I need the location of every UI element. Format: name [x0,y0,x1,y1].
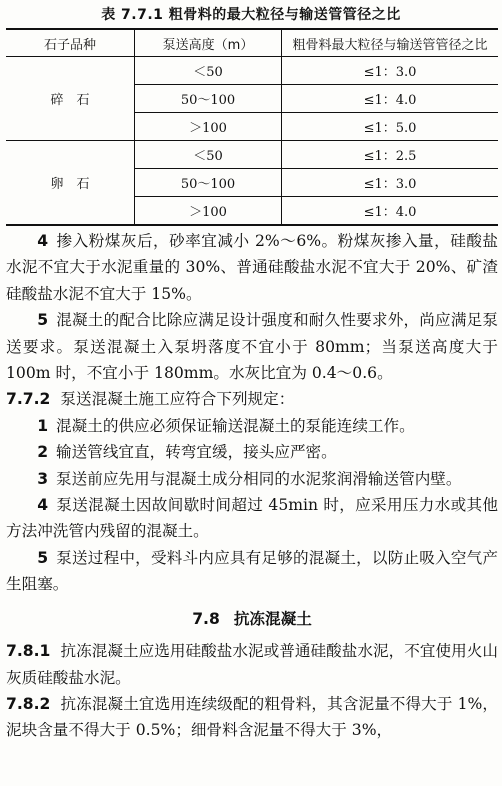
ratio-cell: ≤1：3.0 [282,57,499,85]
header-stone-type: 石子品种 [6,29,135,57]
section-heading-title: 抗冻混凝土 [233,609,312,628]
paragraph [6,228,498,307]
body-text [6,228,498,744]
paragraph-number: 5 [37,311,49,330]
paragraph [6,307,498,386]
aggregate-ratio-table [6,28,498,226]
item-text: 泵送过程中，受料斗内应具有足够的混凝土，以防止吸入空气产生阻塞。 [6,548,498,594]
table-title: 表 7.7.1 粗骨料的最大粒径与输送管管径之比 [101,7,401,23]
list-item [6,466,498,492]
pump-height-cell: 50～100 [135,85,282,113]
paragraph-text: 混凝土的配合比除应满足设计强度和耐久性要求外，尚应满足泵送要求。泵送混凝土入泵坍落度不宜小于 80mm；当泵送高度大于 100m 时，不宜小于 180mm。水灰比宜为 0.4～0.6。 [6,311,498,383]
clause-number: 7.8.1 [6,642,51,661]
pump-height-cell: ＞100 [135,197,282,226]
header-ratio: 粗骨料最大粒径与输送管管径之比 [282,29,499,57]
pump-height-cell: ＞100 [135,113,282,141]
item-number: 2 [37,443,49,462]
header-pump-height: 泵送高度（m） [135,29,282,57]
clause-number: 7.8.2 [6,694,51,713]
list-item [6,439,498,465]
item-number: 3 [37,469,49,488]
stone-type-cell: 卵 石 [6,141,135,226]
table-row [6,141,498,169]
item-number: 1 [37,416,49,435]
clause-7-8-1 [6,638,498,691]
list-item [6,413,498,439]
ratio-cell: ≤1：2.5 [282,141,499,169]
section-heading [6,606,498,632]
item-text: 混凝土的供应必须保证输送混凝土的泵能连续工作。 [56,416,415,435]
item-number: 4 [37,496,49,515]
clause-text: 泵送混凝土施工应符合下列规定： [60,390,295,409]
section-heading-number: 7.8 [192,609,220,628]
ratio-cell: ≤1：4.0 [282,197,499,226]
item-text: 输送管线宜直，转弯宜缓，接头应严密。 [56,443,337,462]
list-item [6,545,498,598]
table-row [6,57,498,85]
item-number: 5 [37,548,49,567]
clause-7-8-2 [6,691,498,744]
pump-height-cell: ＜50 [135,57,282,85]
stone-type-cell: 碎 石 [6,57,135,141]
clause-text: 抗冻混凝土应选用硅酸盐水泥或普通硅酸盐水泥，不宜使用火山灰质硅酸盐水泥。 [6,642,498,687]
ratio-cell: ≤1：4.0 [282,85,499,113]
item-text: 泵送前应先用与混凝土成分相同的水泥浆润滑输送管内壁。 [56,469,462,488]
table-header-row [6,29,498,57]
clause-7-7-2 [6,386,498,412]
paragraph-text: 掺入粉煤灰后，砂率宜减小 2%～6%。粉煤灰掺入量，硅酸盐水泥不宜大于水泥重量的 30%、普通硅酸盐水泥不宜大于 20%、矿渣硅酸盐水泥不宜大于 15%。 [6,232,498,303]
clause-text: 抗冻混凝土宜选用连续级配的粗骨料，其含泥量不得大于 1%，泥块含量不得大于 0.5%；细骨料含泥量不得大于 3%， [6,694,498,740]
pump-height-cell: 50～100 [135,169,282,197]
ratio-cell: ≤1：5.0 [282,113,499,141]
paragraph-number: 4 [37,232,49,250]
pump-height-cell: ＜50 [135,141,282,169]
item-text: 泵送混凝土因故间歇时间超过 45min 时，应采用压力水或其他方法冲洗管内残留的混凝土。 [6,496,498,541]
clause-number: 7.7.2 [6,390,51,409]
ratio-cell: ≤1：3.0 [282,169,499,197]
list-item [6,492,498,545]
